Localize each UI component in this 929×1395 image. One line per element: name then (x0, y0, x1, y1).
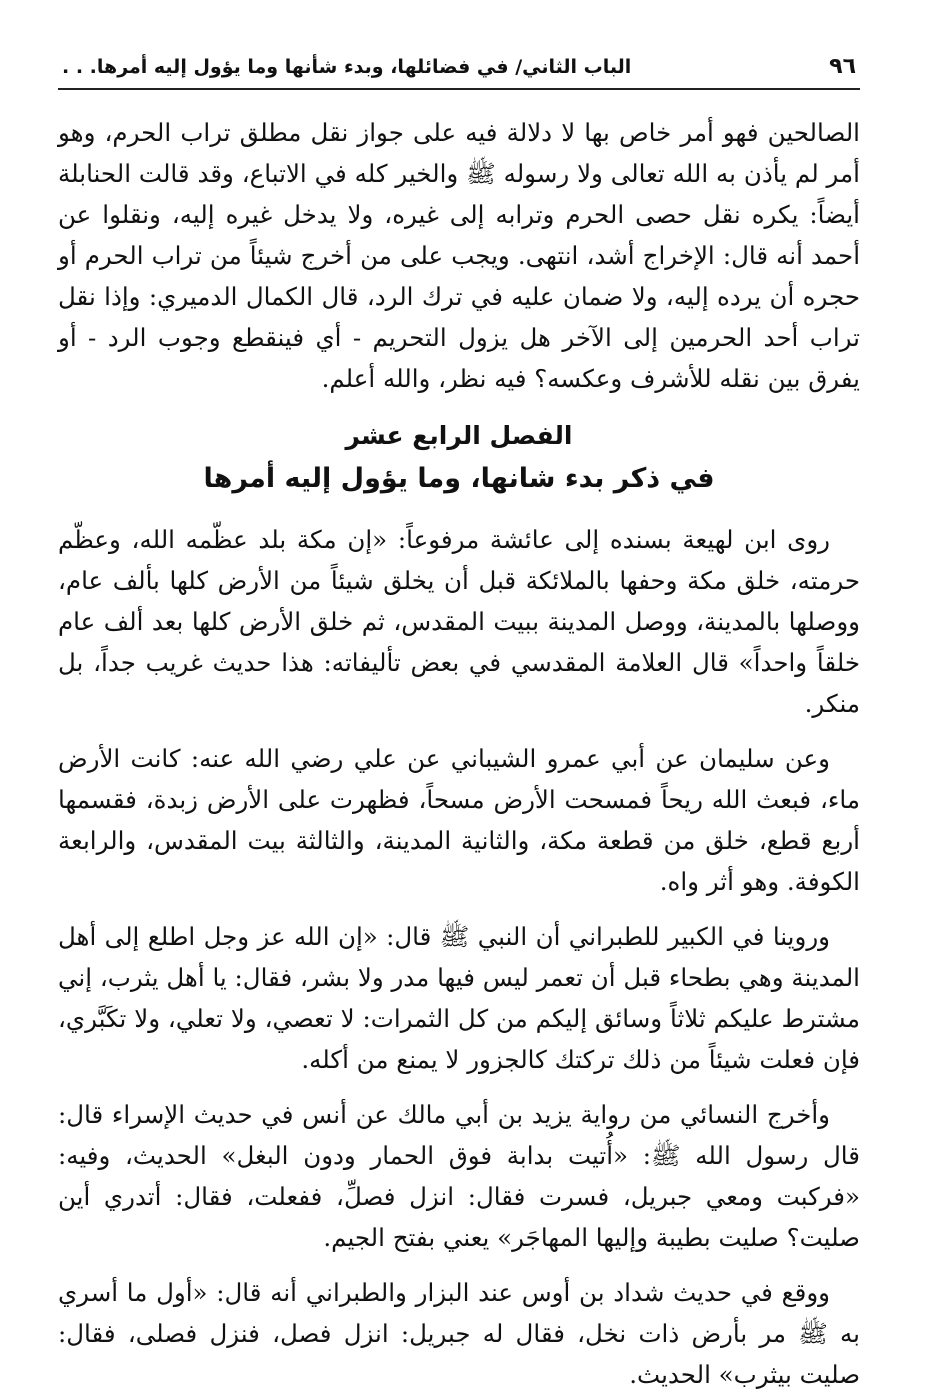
paragraph-continuation: الصالحين فهو أمر خاص بها لا دلالة فيه على جواز نقل مطلق تراب الحرم، وهو أمر لم يأذن به الله تعالى ولا رسوله ﷺ والخير كله في الاتباع، وقد قالت الحنابلة أيضاً: يكره نقل حصى الحرم وترابه إلى غيره، ولا يدخل غيره إليه، ونقلوا عن أحمد أنه قال: الإخراج أشد، انتهى. ويجب على من أخرج شيئاً من تراب الحرم أو حجره أن يرده إليه، ولا ضمان عليه في ترك الرد، قال الكمال الدميري: وإذا نقل تراب أحد الحرمين إلى الآخر هل يزول التحريم - أي فينقطع وجوب الرد - أو يفرق بين نقله للأشرف وعكسه؟ فيه نظر، والله أعلم. (58, 118, 860, 393)
paragraph-ali-narration: وعن سليمان عن أبي عمرو الشيباني عن علي رضي الله عنه: كانت الأرض ماء، فبعث الله ريحاً فمسحت الأرض مسحاً، فظهرت على الأرض زبدة، فقسمها أربع قطع، خلق من قطعة مكة، والثانية المدينة، والثالثة بيت المقدس، والرابعة الكوفة. وهو أثر واه. (58, 744, 860, 896)
paragraph-tabarani: وروينا في الكبير للطبراني أن النبي ﷺ قال: «إن الله عز وجل اطلع إلى أهل المدينة وهي بطحاء قبل أن تعمر ليس فيها مدر ولا بشر، فقال: يا أهل يثرب، إني مشترط عليكم ثلاثاً وسائق إليكم من كل الثمرات: لا تعصي، ولا تعلي، ولا تكَبَّري، فإن فعلت شيئاً من ذلك تركتك كالجزور لا يمنع من أكله. (58, 922, 860, 1074)
document-page (58, 50, 860, 1395)
running-header (58, 50, 860, 84)
chapter-number: الفصل الرابع عشر (345, 421, 573, 450)
header-rule (58, 88, 860, 90)
chapter-title: في ذكر بدء شانها، وما يؤول إليه أمرها (203, 463, 715, 494)
page-number: ٩٦ (829, 54, 856, 79)
paragraph-shaddad: ووقع في حديث شداد بن أوس عند البزار والطبراني أنه قال: «أول ما أسري به ﷺ مر بأرض ذات نخل، فقال له جبريل: انزل فصل، فنزل فصلى، فقال: صليت بيثرب» الحديث. (58, 1278, 860, 1389)
chapter-heading (58, 415, 860, 501)
body-text (58, 112, 860, 1395)
paragraph-nasai: وأخرج النسائي من رواية يزيد بن أبي مالك عن أنس في حديث الإسراء قال: قال رسول الله ﷺ: «أُتيت بدابة فوق الحمار ودون البغل» الحديث، وفيه: «فركبت ومعي جبريل، فسرت فقال: انزل فصلِّ، ففعلت، فقال: أتدري أين صليت؟ صليت بطيبة وإليها المهاجَر» يعني بفتح الجيم. (58, 1100, 860, 1252)
paragraph-ibn-lahiah: روى ابن لهيعة بسنده إلى عائشة مرفوعاً: «إن مكة بلد عظّمه الله، وعظّم حرمته، خلق مكة وحفها بالملائكة قبل أن يخلق شيئاً من الأرض كلها بألف عام، ووصلها بالمدينة، ووصل المدينة ببيت المقدس، ثم خلق الأرض كلها بعد ألف عام خلقاً واحداً» قال العلامة المقدسي في بعض تأليفاته: هذا حديث غريب جداً، بل منكر. (58, 525, 860, 718)
running-header-title: الباب الثاني/ في فضائلها، وبدء شأنها وما يؤول إليه أمرها. . . (62, 56, 632, 78)
